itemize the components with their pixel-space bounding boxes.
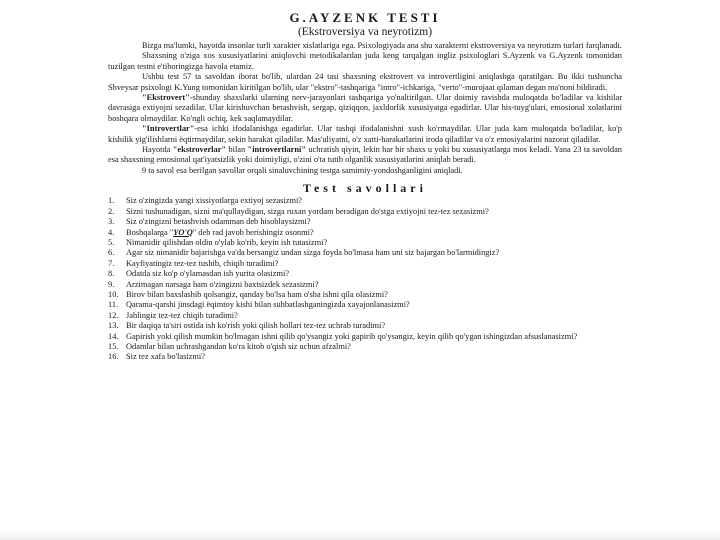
introvert-term: "Introvertlar" — [142, 124, 195, 134]
question-text: Gapirish yoki qilish mumkin bo'lmagan ishni qilib qo'ysangiz yoki gapirib qo'ysangiz, keyin qilib qo'ygan ishingizdan afsuslanasizmi? — [126, 331, 578, 341]
extrovert-description: -shunday shaxslarki ularning nerv-jarayonlari tashqariga yo'naltirilgan. Ular doimiy ravishda muloqatda bo'ladilar va kishilar davrasiga extiyojni sezadilar. Ular kirishuvchan betashvish, sergap, qiziqqon, jaxldorlik xususiyatga egadirlar. Ular his-tuyg'ulari, emosional xolatlarini boshqara olmaydilar. Ko'ngli ochiq, kek saqlamaydilar. — [108, 93, 622, 123]
question-item — [108, 217, 622, 227]
question-text: Birov bilan baxslashib qolsangiz, qanday bo'lsa ham o'sha ishni qila olasizmi? — [126, 289, 388, 299]
question-item — [108, 248, 622, 258]
question-number: 4. — [108, 227, 115, 237]
question-number: 3. — [108, 217, 115, 227]
question-number: 15. — [108, 341, 119, 351]
question-text: Siz tez xafa bo'lasizmi? — [126, 352, 205, 362]
questions-section-title: Test savollari — [303, 181, 427, 196]
introvert-description: -esa ichki ifodalanishga egadirlar. Ular tashqi ifodalanishni xush ko'rmaydilar. Ular juda kam muloqatda bo'ladilar, ko'p kishilik yig'ilishlarni ëqtirmaydilar, sekin harakat qiladilar. Mas'uliyatni, o'z xatti-harakatlarini iroda qiladilar va o'z emosiyalarini nazorat qiladilar. — [108, 124, 622, 144]
question-number: 5. — [108, 237, 115, 247]
question-item — [108, 342, 622, 352]
question-item — [108, 238, 622, 248]
question-number: 6. — [108, 248, 115, 258]
intro-paragraph-1: Bizga ma'lumki, hayotda insonlar turli xarakter xislatlariga ega. Psixologiyada ana shu xarakterni ekstroversiya va neyrotizm turlari farqlanadi. — [142, 41, 622, 50]
question-item — [108, 280, 622, 290]
question-text: Qarama-qarshi jinsdagi ëqimtoy kishi bilan suhbatlashganingizda xayajonlanasizmi? — [126, 300, 410, 310]
question-5-suffix: " deb rad javob berishingiz osonmi? — [192, 227, 314, 237]
question-5-emphasis: YO'Q — [173, 227, 193, 237]
extrovert-term: "Ekstrovert" — [142, 93, 190, 103]
question-text: Odamlar bilan uchrashgandan ko'ra kitob o'qish siz uchun afzalmi? — [126, 341, 351, 351]
question-item — [108, 290, 622, 300]
document-subtitle: (Ekstroversiya va neyrotizm) — [297, 26, 433, 38]
question-text: Siz o'zingizda yangi xissiyotlarga extiyoj sezasizmi? — [126, 196, 303, 206]
question-text: Agar siz nimanidir bajarishga va'da bersangiz undan sizga foyda bo'lmasa ham uni siz bajargan bo'larmidingiz? — [126, 248, 500, 258]
question-item — [108, 352, 622, 362]
summary-term-extrovert: "ekstroverlar" — [172, 145, 227, 155]
question-text: Kayfiyatingiz tez-tez tushib, chiqib turadimi? — [126, 258, 279, 268]
question-text: Nimanidir qilishdan oldin o'ylab ko'rib, keyin ish tutasizmi? — [126, 237, 328, 247]
question-number: 9. — [108, 279, 115, 289]
questions-list — [108, 196, 622, 363]
question-text — [126, 228, 622, 238]
question-text: Sizni tushunadigan, sizni ma'qullaydigan, sizga ruxan yordam beradigan do'stga extiyojni tez-tez sezasizmi? — [126, 206, 489, 216]
question-item — [108, 321, 622, 331]
question-number: 12. — [108, 310, 119, 320]
document-page — [108, 10, 622, 363]
question-text: Arzimagan narsaga ham o'zingizni baxtsizdek sezasizmi? — [126, 279, 319, 289]
question-item — [108, 196, 622, 206]
question-number: 7. — [108, 258, 115, 268]
summary-text-b: bilan — [226, 145, 248, 155]
question-text: Bir daqiqa ta'siri ostida ish ko'rish yoki qilish hollari tez-tez uchrab turadimi? — [126, 321, 386, 331]
question-5-prefix: Boshqalarga " — [126, 227, 174, 237]
summary-paragraph — [108, 145, 622, 166]
question-item — [108, 259, 622, 269]
introvert-paragraph — [108, 124, 622, 145]
question-item — [108, 228, 622, 238]
question-number: 1. — [108, 196, 115, 206]
question-number: 14. — [108, 331, 119, 341]
question-item — [108, 300, 622, 310]
question-number: 11. — [108, 300, 119, 310]
question-number: 10. — [108, 289, 119, 299]
document-title: G.AYZENK TESTI — [289, 10, 441, 25]
intro-paragraph-2: Shaxsning o'ziga xos xususiyatlarini aniqlovchi metodikalardan juda keng tarqalgan ingliz psixologlari S.Ayzenk va G.Ayzenk tomonidan tuzilgan testni e'tiboringizga havola etamiz. — [108, 51, 622, 71]
question-item — [108, 311, 622, 321]
question-item — [108, 332, 622, 342]
question-number: 2. — [108, 206, 115, 216]
question-text: Jahlingiz tez-tez chiqib turadimi? — [126, 310, 238, 320]
page-bottom-edge — [0, 530, 720, 540]
intro-paragraph-3: Ushbu test 57 ta savoldan iborat bo'lib, ulardan 24 tasi shaxsning ekstrovert va introvertligini aniqlashga qaratilgan. Bu ikki tushuncha Shveysar psixologi K.Yung tomonidan kiritilgan bo'lib, ular "ekstro"-tashqariga "intro"-ichkariga, "verto"-murojaat qilaman degan ma'noni bildiradi. — [108, 72, 622, 92]
question-text: Odatda siz ko'p o'ylamasdan ish yurita olasizmi? — [126, 269, 290, 279]
summary-text-a: Hayotda — [142, 145, 173, 155]
question-number: 13. — [108, 321, 119, 331]
summary-text-c: uchratish qiyin, lekin har bir shaxs u yoki bu xususiyatlarga mos keladi. Yana 23 ta savoldan esa shaxsning emosional qat'iyatsizlik yoki doimiyligi, o'zini o'ta tutib olganlik xususiyatlarini aniqlab beradi. — [108, 145, 622, 165]
intro-paragraph-7: 9 ta savol esa berilgan savollar orqali sinaluvchining testga samimiy-yondoshganligini aniqladi. — [142, 165, 463, 175]
question-number: 8. — [108, 269, 115, 279]
extrovert-paragraph — [108, 93, 622, 124]
question-text: Siz o'zingizni betashvish odamman deb hisoblaysizmi? — [126, 217, 311, 227]
question-item — [108, 269, 622, 279]
question-number: 16. — [108, 352, 119, 362]
summary-term-introvert: "introvertlarni" — [247, 145, 306, 155]
question-item — [108, 207, 622, 217]
